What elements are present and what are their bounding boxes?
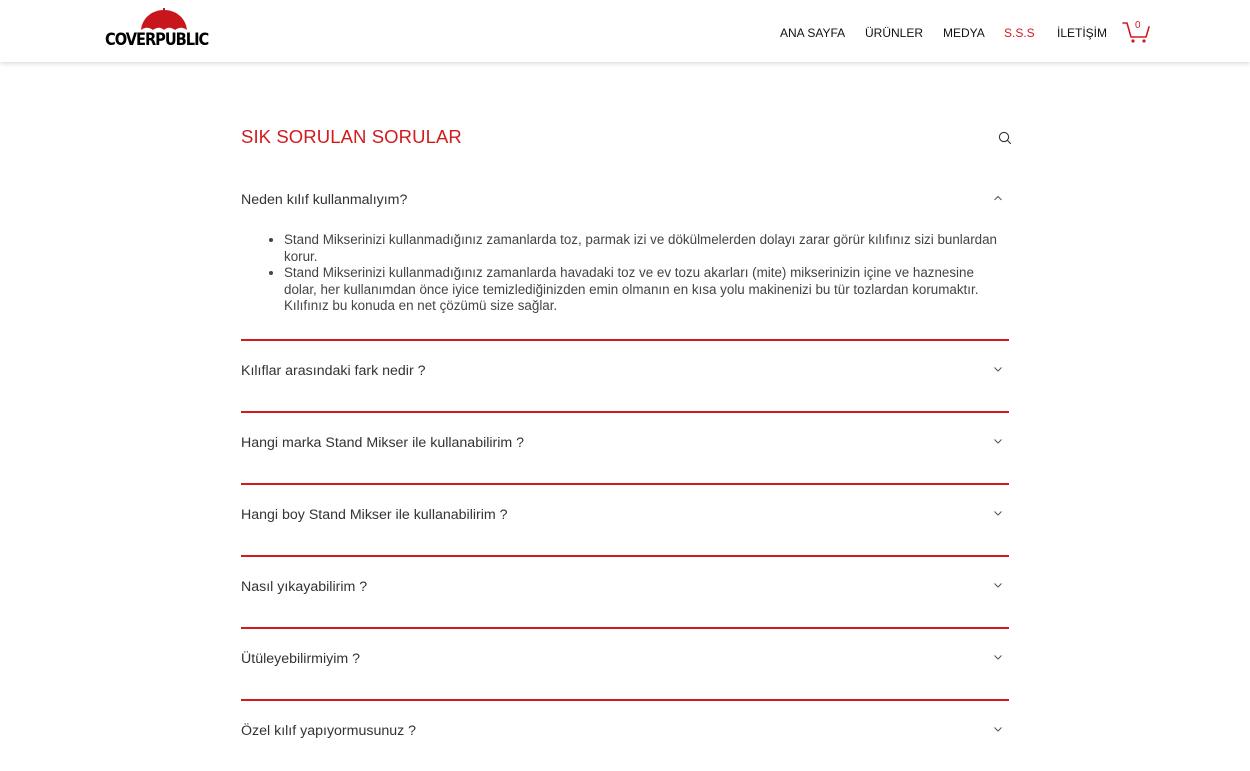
- nav-item-ana-sayfa[interactable]: ANA SAYFA: [780, 26, 846, 40]
- chevron-up-icon: [993, 194, 1003, 202]
- nav-item-medya[interactable]: MEDYA: [943, 26, 985, 40]
- faq-answer-item: • Stand Mikserinizi kullanmadığınız zamanlarda toz, parmak izi ve dökülmelerden dolayı zarar görür kılıfınız sizi bunlardan korur.: [284, 232, 1009, 265]
- faq-item: [241, 413, 1009, 485]
- faq-item: [241, 170, 1009, 341]
- faq-question: Nasıl yıkayabilirim ?: [241, 578, 368, 595]
- nav-item-sss[interactable]: S.S.S: [1004, 26, 1035, 40]
- cart-count: 0: [1135, 20, 1141, 31]
- faq-question-toggle[interactable]: [241, 170, 1009, 232]
- faq-question-toggle[interactable]: [241, 485, 1009, 555]
- nav-item-iletisim[interactable]: İLETİŞİM: [1057, 26, 1108, 40]
- faq-question: Ütüleyebilirmiyim ?: [241, 650, 361, 667]
- cart-button[interactable]: [1122, 18, 1152, 46]
- faq-item: [241, 485, 1009, 557]
- chevron-down-icon: [993, 437, 1003, 445]
- faq-question: Hangi marka Stand Mikser ile kullanabilirim ?: [241, 434, 525, 451]
- faq-question-toggle[interactable]: [241, 701, 1009, 771]
- faq-question-toggle[interactable]: [241, 341, 1009, 411]
- chevron-down-icon: [993, 581, 1003, 589]
- chevron-down-icon: [993, 509, 1003, 517]
- faq-question-toggle[interactable]: [241, 557, 1009, 627]
- logo-text: COVERPUBLIC: [105, 30, 209, 50]
- faq-item: [241, 341, 1009, 413]
- faq-question: Kılıflar arasındaki fark nedir ?: [241, 362, 426, 379]
- faq-question: Neden kılıf kullanmalıyım?: [241, 192, 408, 208]
- chevron-down-icon: [993, 365, 1003, 373]
- faq-question-toggle[interactable]: [241, 629, 1009, 699]
- faq-question-toggle[interactable]: [241, 413, 1009, 483]
- faq-answer-item: • Stand Mikserinizi kullanmadığınız zamanlarda havadaki toz ve ev tozu akarları (mite) mikserinizin içine ve haznesine dolar, her kullanımdan önce iyice temizlediğinizden emin olmanın en kısa yolu makinenizi bu tür tozlardan korumaktır. Kılıfınız bu konuda en net çözümü size sağlar.: [284, 265, 1009, 315]
- page-title: SIK SORULAN SORULAR: [241, 126, 462, 147]
- site-header: [0, 0, 1250, 62]
- faq-list: [241, 170, 1009, 771]
- faq-item: [241, 557, 1009, 629]
- chevron-down-icon: [993, 653, 1003, 661]
- faq-question: Özel kılıf yapıyormusunuz ?: [241, 722, 417, 739]
- nav-item-urunler[interactable]: ÜRÜNLER: [865, 26, 924, 40]
- faq-item: [241, 629, 1009, 701]
- chevron-down-icon: [993, 725, 1003, 733]
- faq-question: Hangi boy Stand Mikser ile kullanabilirim ?: [241, 506, 508, 523]
- search-icon: [996, 129, 1014, 147]
- main-nav: [0, 26, 1250, 42]
- faq-answer-list: [241, 232, 1009, 315]
- faq-item: [241, 701, 1009, 771]
- faq-search-button[interactable]: [996, 129, 1014, 147]
- faq-answer: [241, 232, 1009, 339]
